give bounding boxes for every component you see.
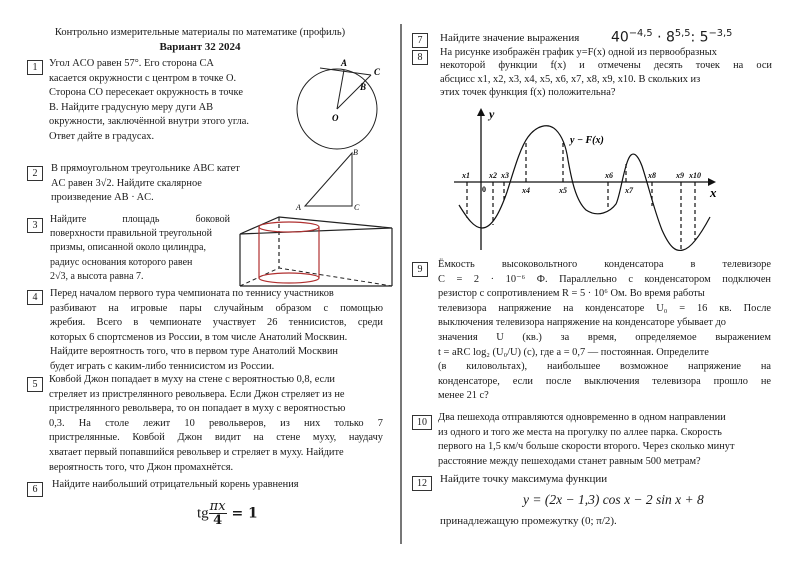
- label-x7: x7: [625, 186, 633, 195]
- task-number-5: 5: [27, 377, 43, 392]
- task-5-text: [49, 373, 383, 475]
- task-line: пристрелянного револьвера, то он попадает в муху с вероятностью: [49, 403, 346, 415]
- label-x2: x2: [489, 171, 497, 180]
- prism-hidden-base: [240, 268, 392, 286]
- task-12-interval: принадлежащую промежутку (0; π/2).: [440, 515, 617, 527]
- task-line: хватает первый попавшийся револьвер и стреляет в муху. Найдите: [49, 446, 344, 458]
- task-line: окружности, заключённой внутри этого угла.: [49, 116, 249, 128]
- task-number-9: 9: [412, 262, 428, 277]
- task-8-graph: [440, 100, 740, 258]
- task-line: В прямоугольном треугольнике ABC катет: [51, 163, 240, 174]
- task-line: поверхности правильной треугольной: [50, 228, 212, 240]
- task-line: некоторой функции f(x) и отмечены десять точек на оси: [440, 60, 772, 72]
- label-x10: x10: [689, 171, 701, 180]
- task-number-2: 2: [27, 166, 43, 181]
- exp-c: −3,5: [708, 28, 733, 39]
- task-line: первого на 1,5 км/ч больше скорости второго. Через сколько минут: [438, 441, 735, 453]
- task-line: (в киловольтах), наибольшее возможное напряжение на: [438, 361, 771, 373]
- label-c: C: [354, 203, 360, 212]
- task-line: 2√3, а высота равна 7.: [50, 270, 144, 282]
- task-number-12: 12: [412, 476, 432, 491]
- task-line: Ответ дайте в градусах.: [49, 130, 155, 142]
- task-line: B. Найдите градусную меру дуги AB: [49, 101, 214, 113]
- task-line: пристрелянные. Ковбой Джон видит на стене муху, наудачу: [49, 432, 383, 444]
- base-a: 40: [611, 29, 629, 46]
- task-7-expression: [611, 28, 732, 46]
- task-7-text: Найдите значение выражения: [440, 32, 580, 44]
- task-number-8: 8: [412, 50, 428, 65]
- task-line: Найдите площадь боковой: [50, 214, 230, 225]
- label-x9: x9: [676, 171, 684, 180]
- task-8-text: [440, 46, 772, 100]
- label-a: A: [341, 58, 348, 68]
- prism-top-face: [240, 217, 392, 234]
- y-axis-label: y: [489, 107, 495, 121]
- task-number-4: 4: [27, 290, 43, 305]
- task-line: Перед началом первого тура чемпионата по теннису участников: [50, 288, 334, 299]
- task-line: из одного и того же места на прогулку по аллее парка. Скорость: [438, 426, 722, 438]
- task-line: радиус основания которого равен: [50, 256, 193, 268]
- task-line: призмы, описанной около цилиндра,: [50, 242, 206, 254]
- label-x8: x8: [648, 171, 656, 180]
- task-line: Найдите наибольший отрицательный корень уравнения: [52, 479, 299, 490]
- y-axis-arrow-icon: [477, 108, 485, 116]
- colon-op: :: [690, 29, 696, 46]
- label-x4: x4: [522, 186, 530, 195]
- curve-label: y − F(x): [570, 135, 604, 146]
- task-line: разбивают на игровые пары случайным образом с помощью: [50, 302, 383, 314]
- task-line: стреляет из пристрелянного револьвера. Если Джон стреляет из не: [49, 388, 345, 400]
- task-line: которых 6 спортсменов из России, в том числе Анатолий Москвин.: [50, 331, 348, 343]
- variant-label: Вариант 32 2024: [159, 41, 241, 53]
- task-line: AC равен 3√2. Найдите скалярное: [51, 177, 202, 189]
- cylinder-top: [259, 222, 319, 232]
- task-6-equation: [197, 500, 258, 527]
- task-line: Сторона CO пересекает окружность в точке: [49, 87, 243, 99]
- task-line: расстояние между пешеходами станет равным 500 метрам?: [438, 455, 701, 467]
- document-title: Контрольно измерительные материалы по математике (профиль): [54, 27, 346, 38]
- task-number-7: 7: [412, 33, 428, 48]
- label-a: A: [296, 203, 301, 212]
- task-line: вероятность того, что Джон промахнётся.: [49, 461, 234, 473]
- task-number-6: 6: [27, 482, 43, 497]
- task-line: 0,3. На столе лежит 10 револьверов, из них только 7: [49, 417, 383, 429]
- task-line: Найдите вероятность того, что в первом туре Анатолий Москвин: [50, 346, 338, 358]
- task-12-text: Найдите точку максимума функции: [440, 473, 608, 485]
- task-line: Два пешехода отправляются одновременно в одном направлении: [438, 412, 726, 423]
- task-line: телевизора напряжение на конденсаторе U₀ = 16 кв. После: [438, 302, 771, 314]
- column-divider: [400, 24, 402, 544]
- task-number-10: 10: [412, 415, 432, 430]
- label-o: O: [332, 113, 339, 123]
- denominator: 4: [213, 513, 223, 528]
- triangle-abc: [305, 153, 352, 206]
- task-2-text: [51, 162, 283, 206]
- label-b: B: [360, 82, 367, 92]
- task-line: резистор с сопротивлением R = 5 · 10⁶ Ом. Во время работы: [438, 288, 705, 300]
- task-line: будет играть с каким-либо теннисистом из России.: [50, 360, 275, 372]
- task-line: На рисунке изображён график y=F(x) одной из первообразных: [440, 47, 717, 58]
- point-markers: [467, 140, 695, 250]
- task-1-text: [49, 57, 277, 145]
- tangent-fn: tg: [197, 505, 209, 522]
- x-axis-label: x: [710, 185, 717, 200]
- task-line: менее 21 с?: [438, 390, 489, 402]
- task-line: t = aRC log₂ (U₀/U) (с), где a = 0,7 — постоянная. Определите: [438, 346, 709, 358]
- task-number-3: 3: [27, 218, 43, 233]
- task-line: Ёмкость высоковольтного конденсатора в телевизоре: [438, 259, 771, 270]
- task-line: жребия. Всего в чемпионате участвует 26 теннисистов, среди: [50, 317, 383, 329]
- label-x5: x5: [559, 186, 567, 195]
- task-line: произведение AB · AC.: [51, 192, 154, 204]
- task-3-prism-figure: [236, 212, 396, 288]
- task-line: выключения телевизора напряжение на конденсаторе убывает до: [438, 317, 726, 329]
- task-line: конденсаторе, если после выключения телевизора прошло не: [438, 375, 771, 387]
- base-c: 5: [699, 29, 709, 46]
- origin-label: 0: [482, 185, 486, 194]
- base-b: 8: [665, 29, 675, 46]
- label-b: B: [353, 148, 358, 157]
- tangent-line: [320, 68, 371, 75]
- task-6-text: [52, 478, 382, 493]
- cylinder-bottom: [259, 273, 319, 283]
- numerator: πx: [209, 499, 226, 514]
- label-x1: x1: [462, 171, 470, 180]
- task-line: значения U (кв.) за время, определяемое выражением: [438, 331, 771, 343]
- task-number-1: 1: [27, 60, 43, 75]
- exp-a: −4,5: [628, 28, 653, 39]
- rhs: = 1: [231, 505, 258, 522]
- task-line: касается окружности с центром в точке O.: [49, 72, 237, 84]
- task-2-triangle-figure: [295, 148, 365, 213]
- task-line: Угол ACO равен 57°. Его сторона CA: [49, 58, 214, 69]
- task-10-text: [438, 411, 771, 469]
- task-line: Ковбой Джон попадает в муху на стене с вероятностью 0,8, если: [49, 374, 335, 385]
- task-4-text: [50, 287, 383, 375]
- task-9-text: [438, 258, 771, 404]
- exp-b: 5,5: [674, 28, 691, 39]
- task-1-circle-figure: [285, 55, 395, 155]
- task-3-text: [50, 213, 230, 284]
- task-12-equation: y = (2x − 1,3) cos x − 2 sin x + 8: [523, 492, 704, 507]
- dot-op: ·: [657, 29, 662, 46]
- task-line: абсцисс x1, x2, x3, x4, x5, x6, x7, x8, x9, x10. В скольких из: [440, 73, 701, 85]
- label-c: C: [374, 67, 381, 77]
- fraction: [209, 500, 227, 527]
- task-line: C = 2 · 10⁻⁶ Ф. Параллельно с конденсатором подключен: [438, 273, 771, 285]
- task-line: этих точек функция f(x) положительна?: [440, 87, 616, 99]
- label-x6: x6: [605, 171, 613, 180]
- label-x3: x3: [501, 171, 509, 180]
